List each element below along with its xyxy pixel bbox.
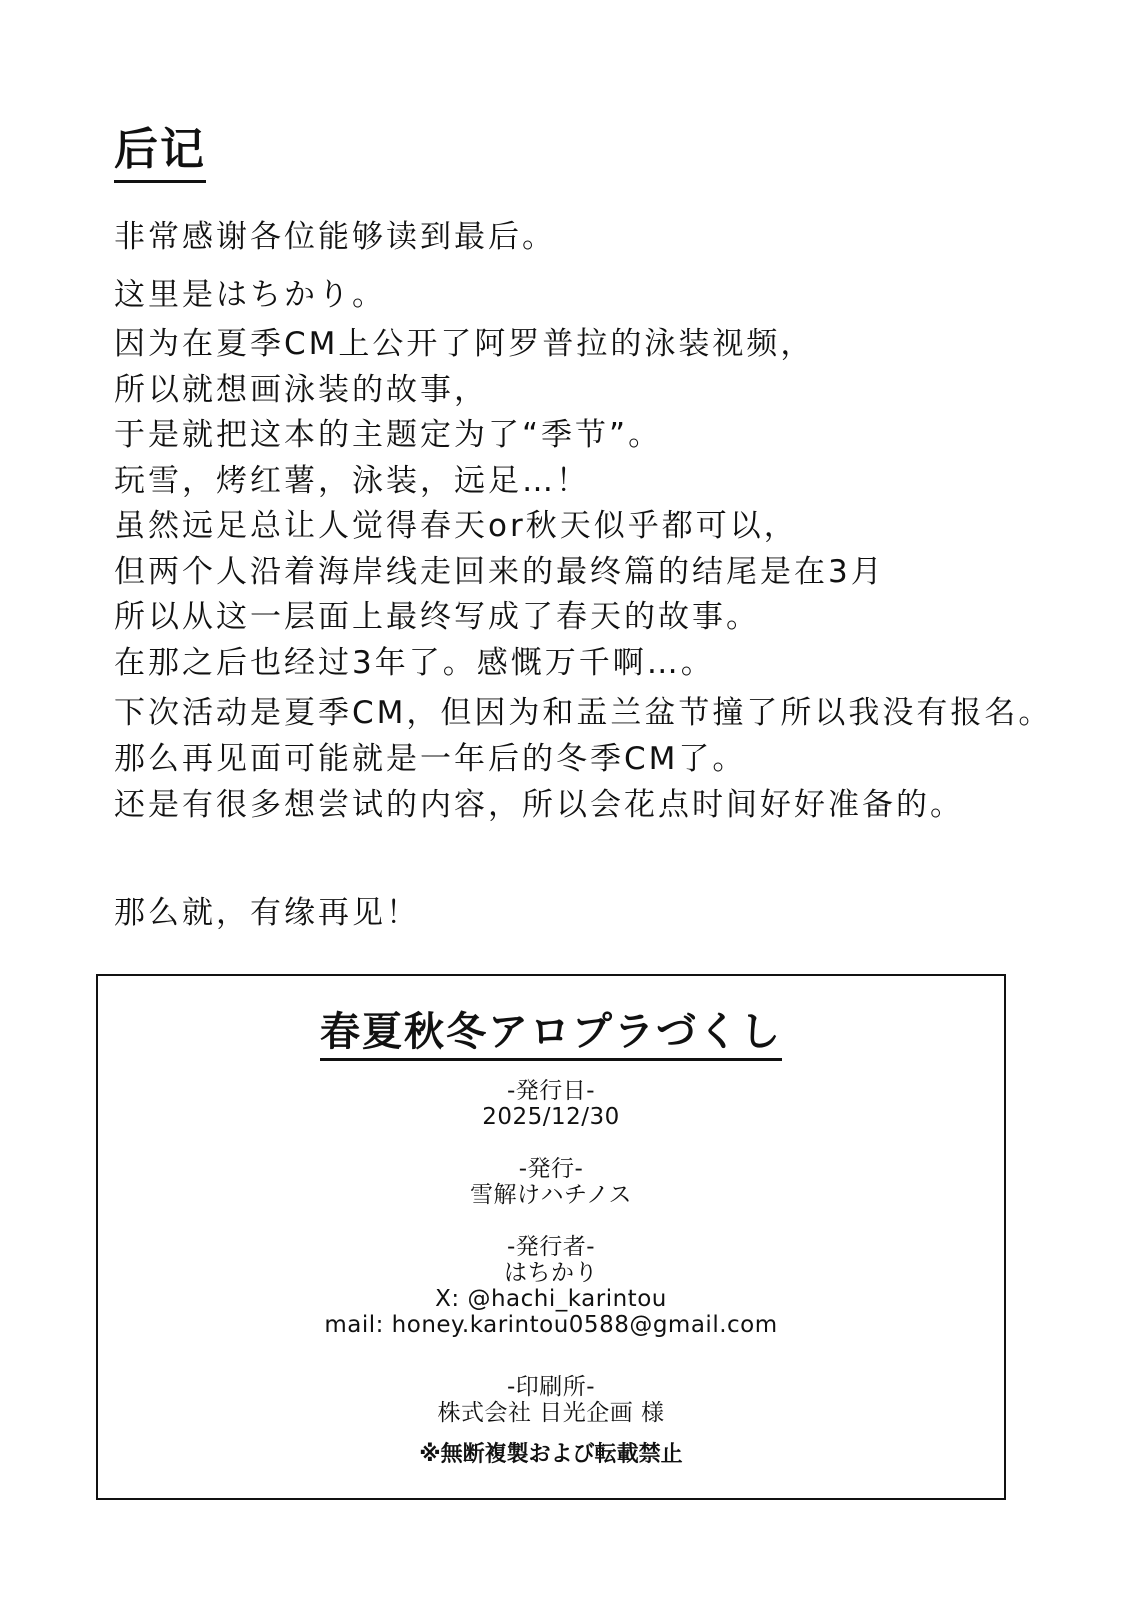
text-line: 非常感谢各位能够读到最后。	[114, 219, 556, 255]
author-block	[98, 1234, 1004, 1338]
text-line: 所以从这一层面上最终写成了春天的故事。	[114, 599, 760, 635]
printer-value: 株式会社 日光企画 様	[437, 1400, 665, 1426]
text-line: 玩雪，烤红薯，泳装，远足…！	[114, 462, 590, 499]
book-title: 春夏秋冬アロプラづくし	[320, 1008, 782, 1061]
text-line: 这里是はちかり。	[114, 277, 386, 313]
publisher-label: -発行-	[518, 1156, 584, 1182]
text-line: 下次活动是夏季CM，但因为和盂兰盆节撞了所以我没有报名。	[114, 695, 1053, 731]
printer-block	[98, 1374, 1004, 1426]
copyright-notice: ※無断複製および転載禁止	[419, 1442, 683, 1467]
text-line: 虽然远足总让人觉得春天or秋天似乎都可以，	[114, 508, 798, 544]
text-line: 于是就把这本的主题定为了“季节”。	[114, 417, 663, 453]
text-line: 在那之后也经过3年了。感慨万千啊…。	[114, 644, 715, 681]
colophon-box	[96, 974, 1006, 1500]
publisher-value: 雪解けハチノス	[470, 1182, 632, 1208]
publish-date-block	[98, 1078, 1004, 1130]
text-line: 还是有很多想尝试的内容，所以会花点时间好好准备的。	[114, 787, 964, 823]
author-email: mail: honey.karintou0588@gmail.com	[324, 1312, 778, 1338]
afterword-paragraph-3	[114, 690, 1052, 828]
afterword-title: 后记	[114, 122, 206, 183]
colophon-title	[98, 1008, 1004, 1061]
publisher-block	[98, 1156, 1004, 1208]
text-line: 但两个人沿着海岸线走回来的最终篇的结尾是在3月	[114, 553, 885, 590]
text-line: 因为在夏季CM上公开了阿罗普拉的泳装视频，	[114, 326, 815, 362]
publish-date-label: -発行日-	[506, 1078, 596, 1104]
afterword-paragraph-2	[114, 322, 885, 686]
text-line: 那么就，有缘再见！	[114, 895, 420, 931]
afterword-paragraph-4	[114, 890, 420, 936]
text-line: 那么再见面可能就是一年后的冬季CM了。	[114, 741, 747, 777]
author-name: はちかり	[504, 1260, 598, 1286]
author-label: -発行者-	[506, 1234, 596, 1260]
author-x-handle: X: @hachi_karintou	[435, 1286, 667, 1312]
publish-date-value: 2025/12/30	[482, 1104, 620, 1130]
afterword-paragraph-1	[114, 208, 556, 324]
text-line: 所以就想画泳装的故事，	[114, 371, 488, 408]
printer-label: -印刷所-	[506, 1374, 596, 1400]
